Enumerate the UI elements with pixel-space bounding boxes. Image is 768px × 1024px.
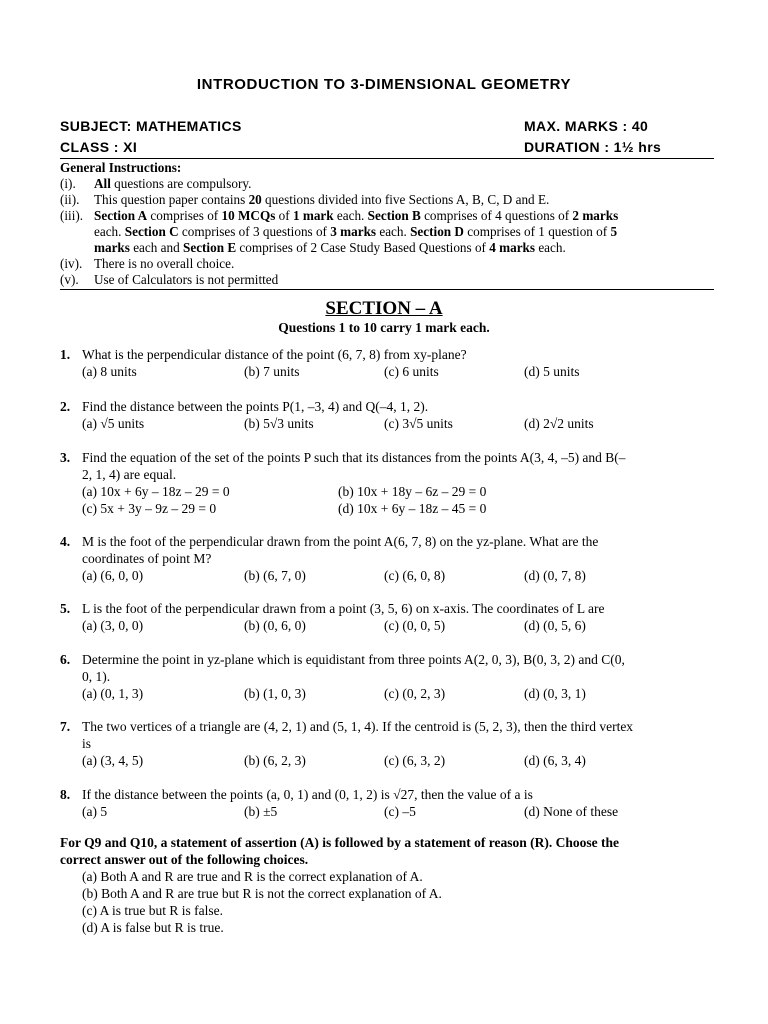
option-a: (a) √5 units	[82, 416, 145, 431]
instruction-number: (v).	[60, 272, 79, 287]
instruction-number	[60, 240, 94, 256]
instruction-item	[60, 240, 716, 256]
instruction-item	[60, 192, 716, 208]
instruction-bold: Section D	[410, 224, 464, 239]
general-instructions-list	[60, 176, 716, 288]
option-c: (c) (0, 0, 5)	[384, 618, 446, 633]
question-line	[60, 718, 720, 735]
subject-label: SUBJECT: MATHEMATICS	[60, 118, 242, 134]
instruction-text: This question paper contains 20 questions divided into five Sections A, B, C, D and E.	[94, 192, 550, 207]
option-b: (b) 10x + 18y – 6z – 29 = 0	[338, 484, 487, 499]
question-number: 8.	[60, 787, 71, 802]
instruction-bold: All	[94, 176, 111, 191]
option-b: (b) 5√3 units	[244, 416, 314, 431]
question-number: 4.	[60, 534, 71, 549]
option-c: (c) 3√5 units	[384, 416, 453, 431]
option-a: (a) (3, 0, 0)	[82, 618, 144, 633]
instruction-text: each. Section C comprises of 3 questions of 3 marks each. Section D comprises of 1 question of 5	[94, 224, 618, 239]
option-b: (b) ±5	[244, 804, 278, 819]
question-line	[60, 449, 720, 466]
options-row	[82, 685, 720, 702]
instruction-bold: 5	[610, 224, 618, 239]
assertion-reason-block	[60, 834, 720, 936]
question-number: 1.	[60, 347, 71, 362]
question-number: 7.	[60, 719, 71, 734]
question-1	[60, 346, 720, 380]
option-c: (c) 6 units	[384, 364, 439, 379]
ar-choice-d: (d) A is false but R is true.	[82, 920, 224, 935]
option-b: (b) (0, 6, 0)	[244, 618, 306, 633]
instruction-bold: 4 marks	[489, 240, 536, 255]
instruction-bold: 2 marks	[572, 208, 619, 223]
question-text: 2, 1, 4) are equal.	[82, 467, 177, 482]
instruction-item	[60, 224, 716, 240]
duration-label: DURATION : 1½ hrs	[524, 139, 662, 155]
option-d: (d) None of these	[524, 804, 619, 819]
option-b: (b) (1, 0, 3)	[244, 686, 306, 701]
instruction-bold: Section C	[124, 224, 179, 239]
question-line	[60, 550, 720, 567]
options-row	[82, 415, 720, 432]
question-line	[60, 600, 720, 617]
question-number: 3.	[60, 450, 71, 465]
question-line	[60, 668, 720, 685]
question-line	[60, 533, 720, 550]
section-subtitle: Questions 1 to 10 carry 1 mark each.	[278, 320, 490, 335]
general-instructions	[60, 160, 716, 288]
option-a: (a) 5	[82, 804, 108, 819]
instruction-number: (iv).	[60, 256, 83, 271]
instruction-bold: 1 mark	[292, 208, 334, 223]
question-8	[60, 786, 720, 820]
instruction-bold: 3 marks	[330, 224, 377, 239]
instruction-bold: marks	[94, 240, 130, 255]
question-text: Find the equation of the set of the points P such that its distances from the points A(3, 4, –5) and B(–	[82, 450, 626, 465]
question-7	[60, 718, 720, 769]
options-row	[82, 500, 720, 517]
meta-row-subject	[60, 118, 712, 138]
option-d: (d) (0, 5, 6)	[524, 618, 586, 633]
ar-choice-b: (b) Both A and R are true but R is not the correct explanation of A.	[82, 886, 442, 901]
question-2	[60, 398, 720, 432]
question-text: is	[82, 736, 92, 751]
instruction-bold: 10 MCQs	[221, 208, 276, 223]
instruction-bold: Section A	[94, 208, 148, 223]
instruction-bold: Section B	[367, 208, 421, 223]
instruction-text: All questions are compulsory.	[94, 176, 252, 191]
option-a: (a) 10x + 6y – 18z – 29 = 0	[82, 484, 230, 499]
ar-choice-c: (c) A is true but R is false.	[82, 903, 223, 918]
option-a: (a) (3, 4, 5)	[82, 753, 144, 768]
option-c: (c) 5x + 3y – 9z – 29 = 0	[82, 501, 217, 516]
assertion-reason-heading-1: For Q9 and Q10, a statement of assertion (A) is followed by a statement of reason (R). Choose the	[60, 835, 619, 850]
instruction-text: There is no overall choice.	[94, 256, 235, 271]
max-marks-label: MAX. MARKS : 40	[524, 118, 649, 134]
instruction-item	[60, 256, 716, 272]
option-d: (d) (6, 3, 4)	[524, 753, 586, 768]
question-3	[60, 449, 720, 517]
instruction-text: Section A comprises of 10 MCQs of 1 mark each. Section B comprises of 4 questions of 2 marks	[94, 208, 619, 223]
question-text: Determine the point in yz-plane which is equidistant from three points A(2, 0, 3), B(0, 3, 2) and C(0,	[82, 652, 625, 667]
question-number	[60, 735, 82, 752]
instruction-number	[60, 224, 94, 240]
meta-row-class	[60, 139, 712, 159]
question-text: What is the perpendicular distance of the point (6, 7, 8) from xy-plane?	[82, 347, 467, 362]
options-row	[82, 483, 720, 500]
question-line	[60, 346, 720, 363]
question-number: 5.	[60, 601, 71, 616]
question-line	[60, 398, 720, 415]
instruction-text: Use of Calculators is not permitted	[94, 272, 279, 287]
question-text: Find the distance between the points P(1, –3, 4) and Q(–4, 1, 2).	[82, 399, 429, 414]
option-b: (b) (6, 2, 3)	[244, 753, 306, 768]
instruction-number: (iii).	[60, 208, 84, 223]
general-instructions-heading: General Instructions:	[60, 160, 182, 175]
option-d: (d) 10x + 6y – 18z – 45 = 0	[338, 501, 487, 516]
ar-choice-a: (a) Both A and R are true and R is the correct explanation of A.	[82, 869, 423, 884]
option-b: (b) 7 units	[244, 364, 300, 379]
instruction-bold: 20	[248, 192, 262, 207]
options-row	[82, 617, 720, 634]
question-text: L is the foot of the perpendicular drawn from a point (3, 5, 6) on x-axis. The coordinates of L are	[82, 601, 605, 616]
instructions-divider	[60, 289, 714, 290]
instruction-item	[60, 272, 716, 288]
class-label: CLASS : XI	[60, 139, 138, 155]
option-d: (d) 5 units	[524, 364, 580, 379]
question-text: M is the foot of the perpendicular drawn from the point A(6, 7, 8) on the yz-plane. What are the	[82, 534, 599, 549]
option-c: (c) (0, 2, 3)	[384, 686, 446, 701]
options-row	[82, 363, 720, 380]
question-number	[60, 668, 82, 685]
instruction-item	[60, 208, 716, 224]
section-title: SECTION – A	[325, 298, 443, 319]
question-line	[60, 786, 720, 803]
option-a: (a) 8 units	[82, 364, 137, 379]
question-4	[60, 533, 720, 584]
option-c: (c) (6, 0, 8)	[384, 568, 446, 583]
instruction-item	[60, 176, 716, 192]
question-text: 0, 1).	[82, 669, 111, 684]
question-line	[60, 651, 720, 668]
option-b: (b) (6, 7, 0)	[244, 568, 306, 583]
question-5	[60, 600, 720, 634]
question-number	[60, 466, 82, 483]
instruction-number: (ii).	[60, 192, 80, 207]
option-d: (d) (0, 7, 8)	[524, 568, 586, 583]
options-row	[82, 567, 720, 584]
option-d: (d) 2√2 units	[524, 416, 594, 431]
option-c: (c) (6, 3, 2)	[384, 753, 446, 768]
option-c: (c) –5	[384, 804, 416, 819]
instruction-number: (i).	[60, 176, 76, 191]
option-a: (a) (6, 0, 0)	[82, 568, 144, 583]
assertion-reason-heading-2: correct answer out of the following choices.	[60, 852, 309, 867]
question-number	[60, 550, 82, 567]
question-text: If the distance between the points (a, 0, 1) and (0, 1, 2) is √27, then the value of a is	[82, 787, 533, 802]
option-d: (d) (0, 3, 1)	[524, 686, 586, 701]
question-number: 6.	[60, 652, 71, 667]
instruction-bold: Section E	[183, 240, 237, 255]
question-6	[60, 651, 720, 702]
instruction-text: marks each and Section E comprises of 2 Case Study Based Questions of 4 marks each.	[94, 240, 566, 255]
options-row	[82, 752, 720, 769]
question-line	[60, 735, 720, 752]
option-a: (a) (0, 1, 3)	[82, 686, 144, 701]
paper-title: INTRODUCTION TO 3-DIMENSIONAL GEOMETRY	[196, 76, 572, 93]
question-text: The two vertices of a triangle are (4, 2, 1) and (5, 1, 4). If the centroid is (5, 2, 3), then the third vertex	[82, 719, 634, 734]
question-text: coordinates of point M?	[82, 551, 212, 566]
header-divider	[60, 158, 714, 159]
question-number: 2.	[60, 399, 71, 414]
question-line	[60, 466, 720, 483]
options-row	[82, 803, 720, 820]
